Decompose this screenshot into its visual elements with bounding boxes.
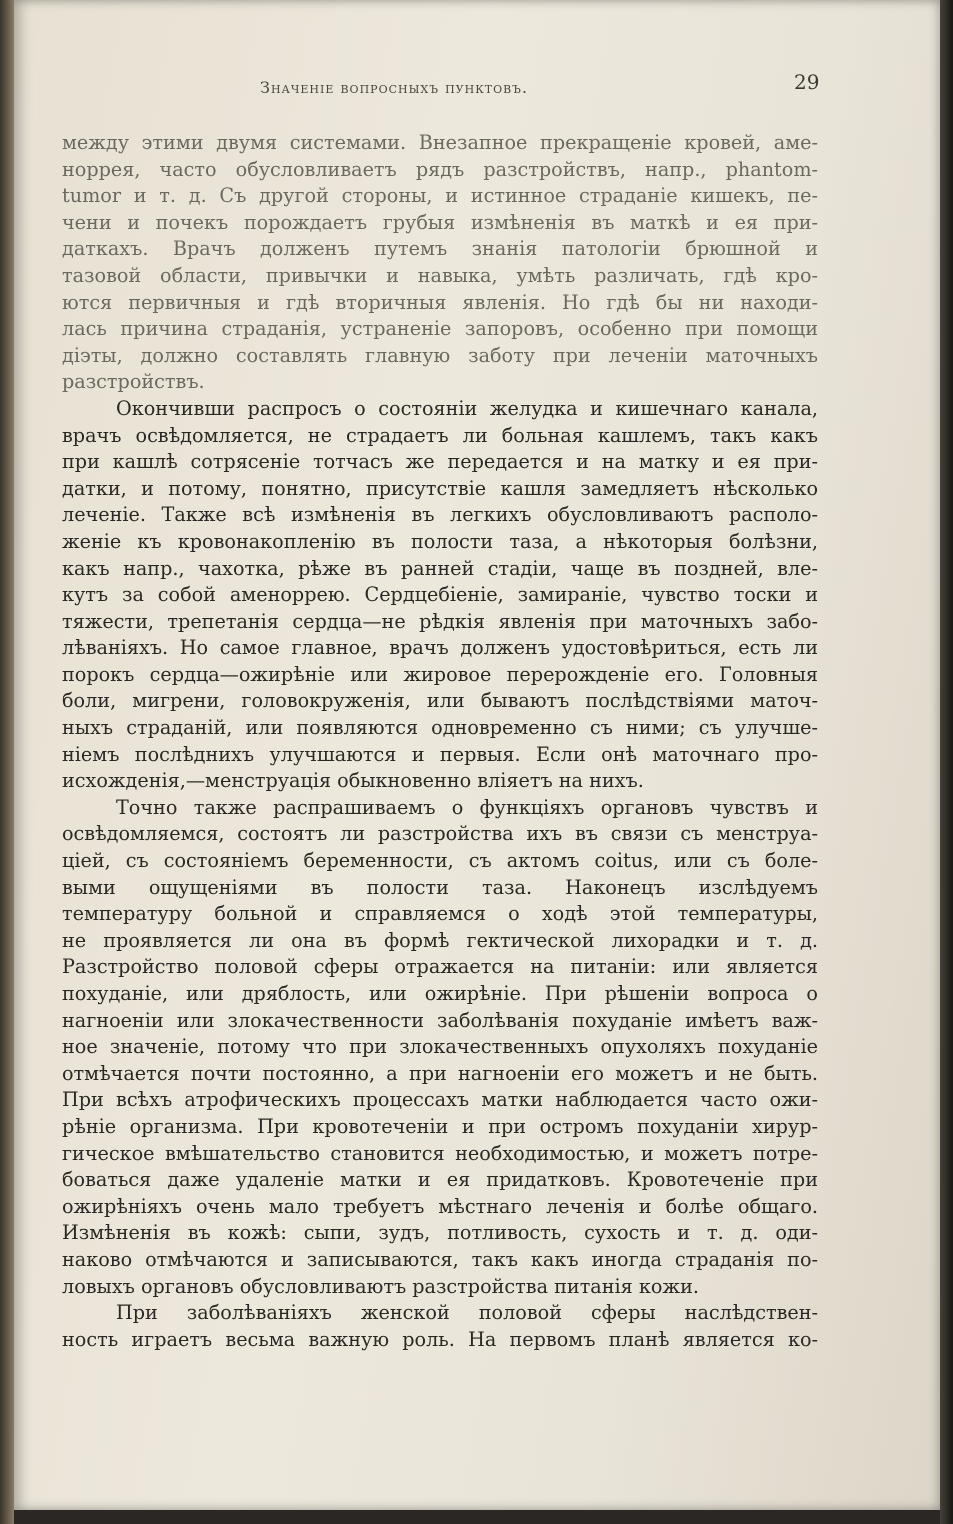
text-line: ціей, съ состояніемъ беременности, съ актомъ coitus, или съ боле-: [62, 849, 818, 873]
text-line: нагноеніи или злокачественности заболѣванія похуданіе имѣетъ важ-: [62, 1008, 818, 1032]
text-line: гическое вмѣшательство становится необходимостью, и можетъ потре-: [62, 1141, 818, 1165]
text-line: боваться даже удаленіе матки и ея придатковъ. Кровотеченіе при: [62, 1168, 818, 1192]
text-line: Окончивши распросъ о состояніи желудка и кишечнаго канала,: [116, 396, 818, 420]
text-line: выми ощущеніями въ полости таза. Наконецъ изслѣдуемъ: [62, 875, 818, 899]
text-line: норрея, часто обусловливаетъ рядъ разстройствъ, напр., phantom-: [62, 157, 818, 181]
running-head: Значеніе вопросныхъ пунктовъ.: [260, 78, 528, 97]
text-line: чени и почекъ порождаетъ грубыя измѣненія въ маткѣ и ея при-: [62, 210, 818, 234]
text-line: при кашлѣ сотрясеніе тотчасъ же передается и на матку и ея при-: [62, 450, 818, 474]
text-line: порокъ сердца—ожирѣніе или жировое перерожденіе его. Головныя: [62, 662, 818, 686]
text-line: ное значеніе, потому что при злокачественныхъ опухоляхъ похуданіе: [62, 1035, 818, 1059]
text-line: боли, мигрени, головокруженія, или бываютъ послѣдствіями маточ-: [62, 689, 818, 713]
text-line: ожирѣніяхъ очень мало требуетъ мѣстнаго леченія и болѣе общаго.: [62, 1194, 818, 1218]
text-line: тазовой области, привычки и навыка, умѣть различать, гдѣ кро-: [62, 263, 818, 287]
text-line: кутъ за собой аменоррею. Сердцебіеніе, замираніе, чувство тоски и: [62, 583, 818, 607]
text-line: исхожденія,—менструація обыкновенно вліяетъ на нихъ.: [62, 769, 644, 793]
text-line: рѣніе организма. При кровотеченіи и при остромъ похуданіи хирур-: [62, 1114, 818, 1138]
text-line: отмѣчается почти постоянно, а при нагноеніи его можетъ и не быть.: [62, 1061, 818, 1085]
page-number: 29: [794, 70, 820, 94]
text-line: наково отмѣчаются и записываются, такъ какъ иногда страданія по-: [62, 1247, 818, 1271]
text-line: температуру больной и справляемся о ходѣ этой температуры,: [62, 902, 818, 926]
text-line: ніемъ послѣднихъ улучшаются и первыя. Если онѣ маточнаго про-: [62, 742, 818, 766]
text-line: Точно также распрашиваемъ о функціяхъ органовъ чувствъ и: [116, 795, 818, 819]
text-line: ются первичныя и гдѣ вторичныя явленія. Но гдѣ бы ни находи-: [62, 290, 818, 314]
page-edge-shadow: [940, 0, 953, 1524]
text-line: При всѣхъ атрофическихъ процессахъ матки наблюдается часто ожи-: [62, 1088, 818, 1112]
page-bottom-edge: [14, 1510, 940, 1524]
text-line: тяжести, трепетанія сердца—не рѣдкія явленія при маточныхъ забо-: [62, 609, 818, 633]
text-line: леченіе. Также всѣ измѣненія въ легкихъ обусловливаютъ располо-: [62, 503, 818, 527]
text-line: Разстройство половой сферы отражается на питаніи: или является: [62, 955, 818, 979]
book-spine-shadow: [0, 0, 14, 1524]
book-page: [14, 0, 940, 1510]
text-line: разстройствъ.: [62, 370, 205, 394]
text-line: ныхъ страданій, или появляются одновременно съ ними; съ улучше-: [62, 716, 818, 740]
text-line: При заболѣваніяхъ женской половой сферы наслѣдствен-: [116, 1301, 818, 1325]
body-text: [62, 130, 818, 1353]
text-line: врачъ освѣдомляется, не страдаетъ ли больная кашлемъ, такъ какъ: [62, 423, 818, 447]
text-line: похуданіе, или дряблость, или ожирѣніе. При рѣшеніи вопроса о: [62, 982, 818, 1005]
text-line: ловыхъ органовъ обусловливаютъ разстройства питанія кожи.: [62, 1274, 699, 1298]
text-line: лась причина страданія, устраненіе запоровъ, особенно при помощи: [62, 317, 818, 341]
text-line: освѣдомляемся, состоятъ ли разстройства ихъ въ связи съ менструа-: [62, 822, 818, 846]
text-line: tumor и т. д. Съ другой стороны, и истинное страданіе кишекъ, пе-: [62, 184, 818, 208]
text-line: лѣваніяхъ. Но самое главное, врачъ долженъ удостовѣриться, есть ли: [62, 636, 818, 660]
text-line: не проявляется ли она въ формѣ гектической лихорадки и т. д.: [62, 928, 818, 952]
text-line: ность играетъ весьма важную роль. На первомъ планѣ является ко-: [62, 1327, 818, 1351]
text-line: даткахъ. Врачъ долженъ путемъ знанія патологіи брюшной и: [62, 237, 818, 261]
text-line: датки, и потому, понятно, присутствіе кашля замедляетъ нѣсколько: [62, 476, 818, 500]
text-line: между этими двумя системами. Внезапное прекращеніе кровей, аме-: [62, 131, 818, 154]
text-line: какъ напр., чахотка, рѣже въ ранней стадіи, чаще въ поздней, вле-: [62, 556, 818, 580]
text-line: діэты, должно составлять главную заботу при леченіи маточныхъ: [62, 343, 818, 367]
text-line: женіе къ кровонакопленію въ полости таза, а нѣкоторыя болѣзни,: [62, 529, 818, 553]
text-line: Измѣненія въ кожѣ: сыпи, зудъ, потливость, сухость и т. д. оди-: [62, 1221, 818, 1245]
